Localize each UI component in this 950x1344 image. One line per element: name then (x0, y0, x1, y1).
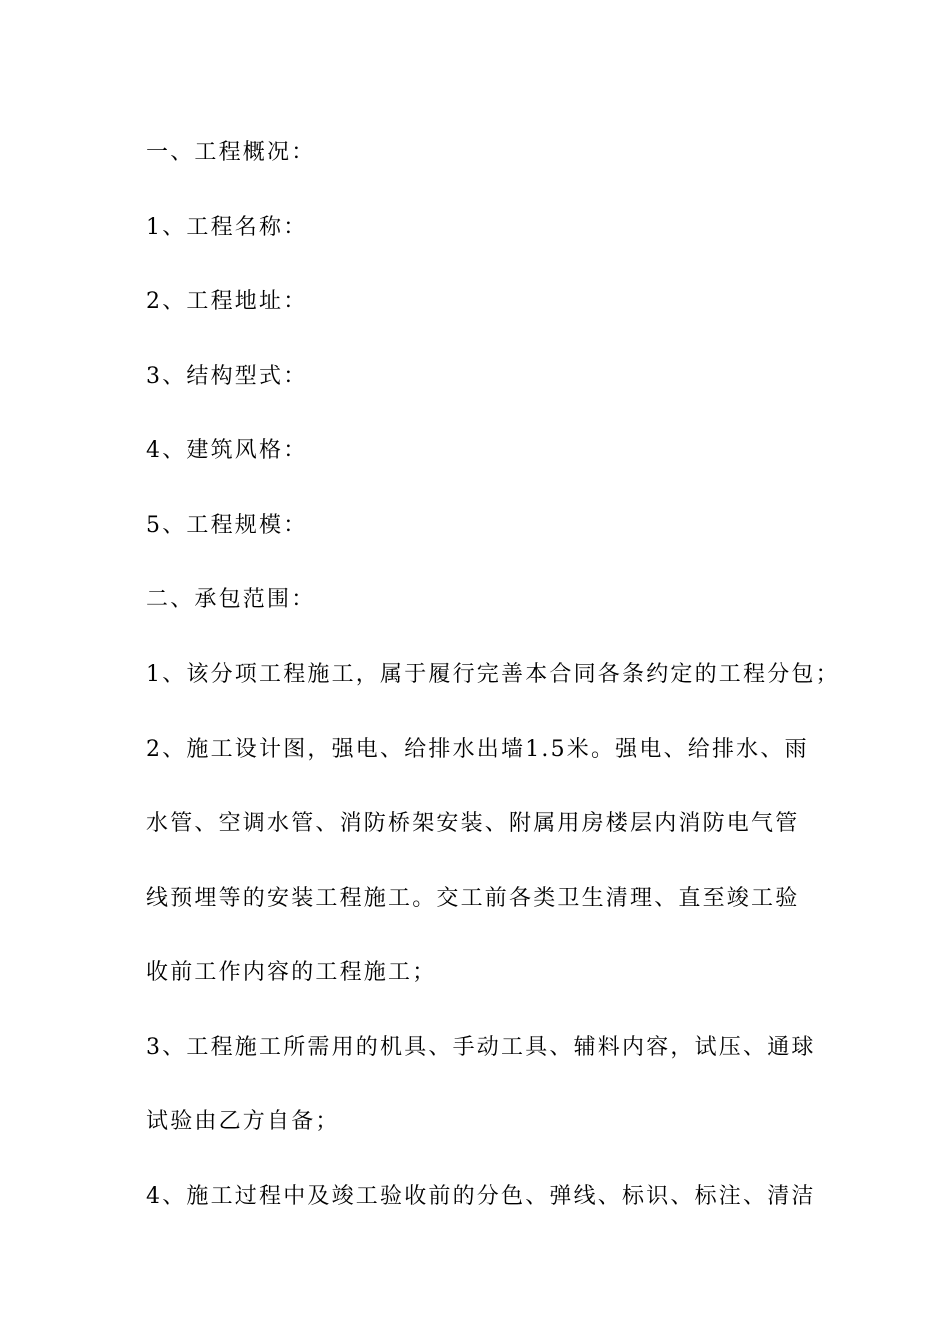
paragraph-line: 4、施工过程中及竣工验收前的分色、弹线、标识、标注、清洁 (146, 1184, 816, 1209)
paragraph-line: 收前工作内容的工程施工； (146, 960, 437, 985)
paragraph-line: 水管、空调水管、消防桥架安装、附属用房楼层内消防电气管 (146, 811, 800, 836)
item-project-address: 2、工程地址： (146, 289, 308, 314)
section-heading-project-overview: 一、工程概况： (146, 140, 316, 165)
paragraph-line: 3、工程施工所需用的机具、手动工具、辅料内容，试压、通球 (146, 1035, 816, 1060)
item-project-name: 1、工程名称： (146, 215, 308, 240)
paragraph-line: 线预埋等的安装工程施工。交工前各类卫生清理、直至竣工验 (146, 886, 800, 911)
item-architectural-style: 4、建筑风格： (146, 438, 308, 463)
paragraph-line: 2、施工设计图，强电、给排水出墙1.5米。强电、给排水、雨 (146, 737, 809, 762)
paragraph-line: 1、该分项工程施工，属于履行完善本合同各条约定的工程分包； (146, 662, 840, 687)
paragraph-line: 试验由乙方自备； (146, 1109, 340, 1134)
section-heading-contract-scope: 二、承包范围： (146, 587, 316, 612)
item-project-scale: 5、工程规模： (146, 513, 308, 538)
item-structure-type: 3、结构型式： (146, 364, 308, 389)
